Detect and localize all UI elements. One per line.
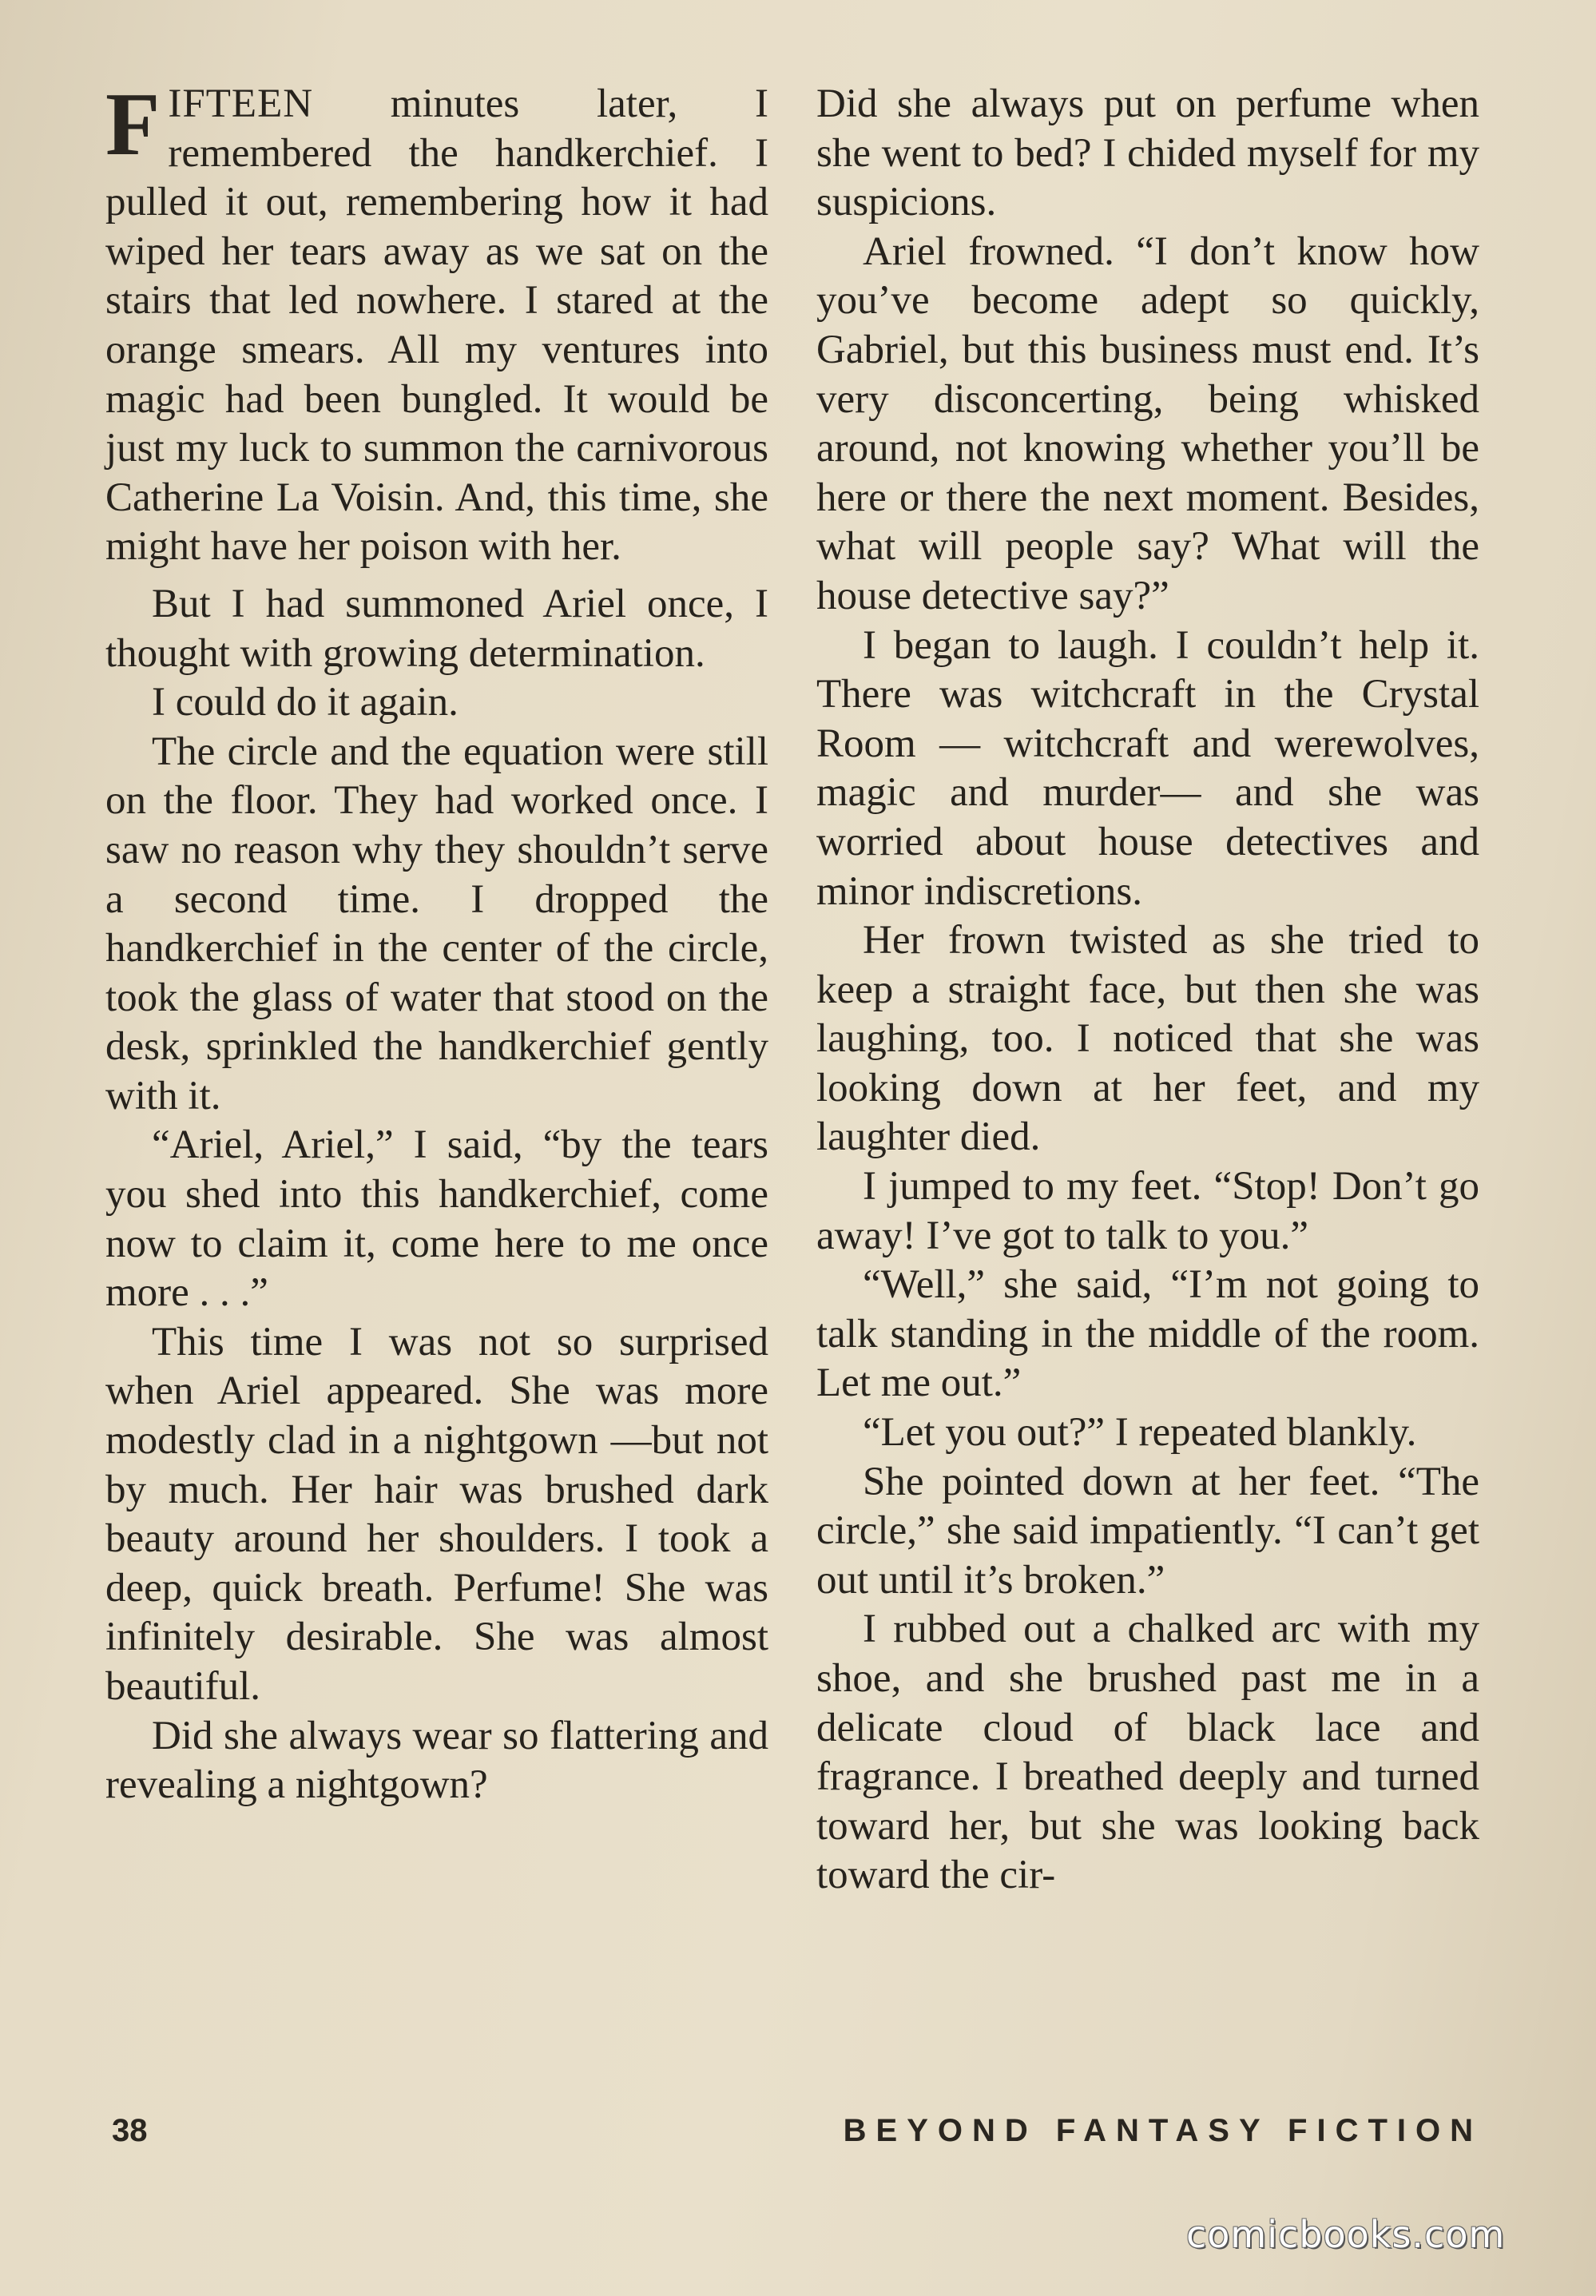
paragraph: I jumped to my feet. “Stop! Don’t go away! I’ve got to talk to you.” xyxy=(816,1164,1479,1258)
paragraph: Her frown twisted as she tried to keep a straight face, but then she was laughing, too. I noticed that she was looking down at her feet, and my laughter died. xyxy=(816,918,1479,1160)
paragraph-text: minutes later, I remembered the handkerchief. I pulled it out, remembering how it had wiped her tears away as we sat on the stairs that led nowhere. I stared at the orange smears. All my ventures into magic had been bungled. It would be just my luck to summon the carnivorous Catherine La Voisin. And, this time, she might have her poison with her. xyxy=(105,81,768,570)
paragraph: Did she always wear so flattering and revealing a nightgown? xyxy=(105,1713,768,1808)
right-text-column xyxy=(816,80,1479,1901)
page-footer xyxy=(112,2113,1483,2161)
paragraph: Ariel frowned. “I don’t know how you’ve become adept so quickly, Gabriel, but this business must end. It’s very disconcerting, being whisked around, not knowing whether you’ll be here or there the next moment. Besides, what will people say? What will the house detective say?” xyxy=(816,228,1479,618)
paragraph xyxy=(105,75,768,572)
paragraph: She pointed down at her feet. “The circle,” she said impatiently. “I can’t get out until it’s broken.” xyxy=(816,1459,1479,1603)
paragraph: I could do it again. xyxy=(152,680,459,725)
drop-cap: F xyxy=(105,75,161,174)
paragraph: But I had summoned Ariel once, I thought with growing determination. xyxy=(105,581,768,676)
opening-small-caps: IFTEEN xyxy=(168,81,314,126)
paragraph: The circle and the equation were still on the floor. They had worked once. I saw no reason why they shouldn’t serve a second time. I dropped the handkerchief in the center of the circle, took the glass of water that stood on the desk, sprinkled the handkerchief gently with it. xyxy=(105,729,768,1118)
paragraph: I began to laugh. I couldn’t help it. There was witchcraft in the Crystal Room — witchcraft and werewolves, magic and murder— and she was worried about house detectives and minor indiscretions. xyxy=(816,622,1479,914)
paragraph: This time I was not so surprised when Ariel appeared. She was more modestly clad in a nightgown —but not by much. Her hair was brushed dark beauty around her shoulders. I took a deep, quick breath. Perfume! She was infinitely desirable. She was almost beautiful. xyxy=(105,1319,768,1709)
paragraph: “Well,” she said, “I’m not going to talk standing in the middle of the room. Let me out.” xyxy=(816,1262,1479,1406)
site-watermark: comicbooks.com xyxy=(1186,2213,1506,2256)
paragraph: “Ariel, Ariel,” I said, “by the tears you shed into this handkerchief, come now to claim it, come here to me once more . . .” xyxy=(105,1122,768,1316)
left-text-column xyxy=(105,75,768,1810)
paragraph: “Let you out?” I repeated blankly. xyxy=(863,1410,1417,1456)
paragraph: Did she always put on perfume when she went to bed? I chided myself for my suspicions. xyxy=(816,81,1479,225)
page-number: 38 xyxy=(112,2113,148,2148)
magazine-title: BEYOND FANTASY FICTION xyxy=(843,2113,1483,2148)
paragraph: I rubbed out a chalked arc with my shoe, and she brushed past me in a delicate cloud of black lace and fragrance. I breathed deeply and turned toward her, but she was looking back toward the cir- xyxy=(816,1607,1479,1898)
